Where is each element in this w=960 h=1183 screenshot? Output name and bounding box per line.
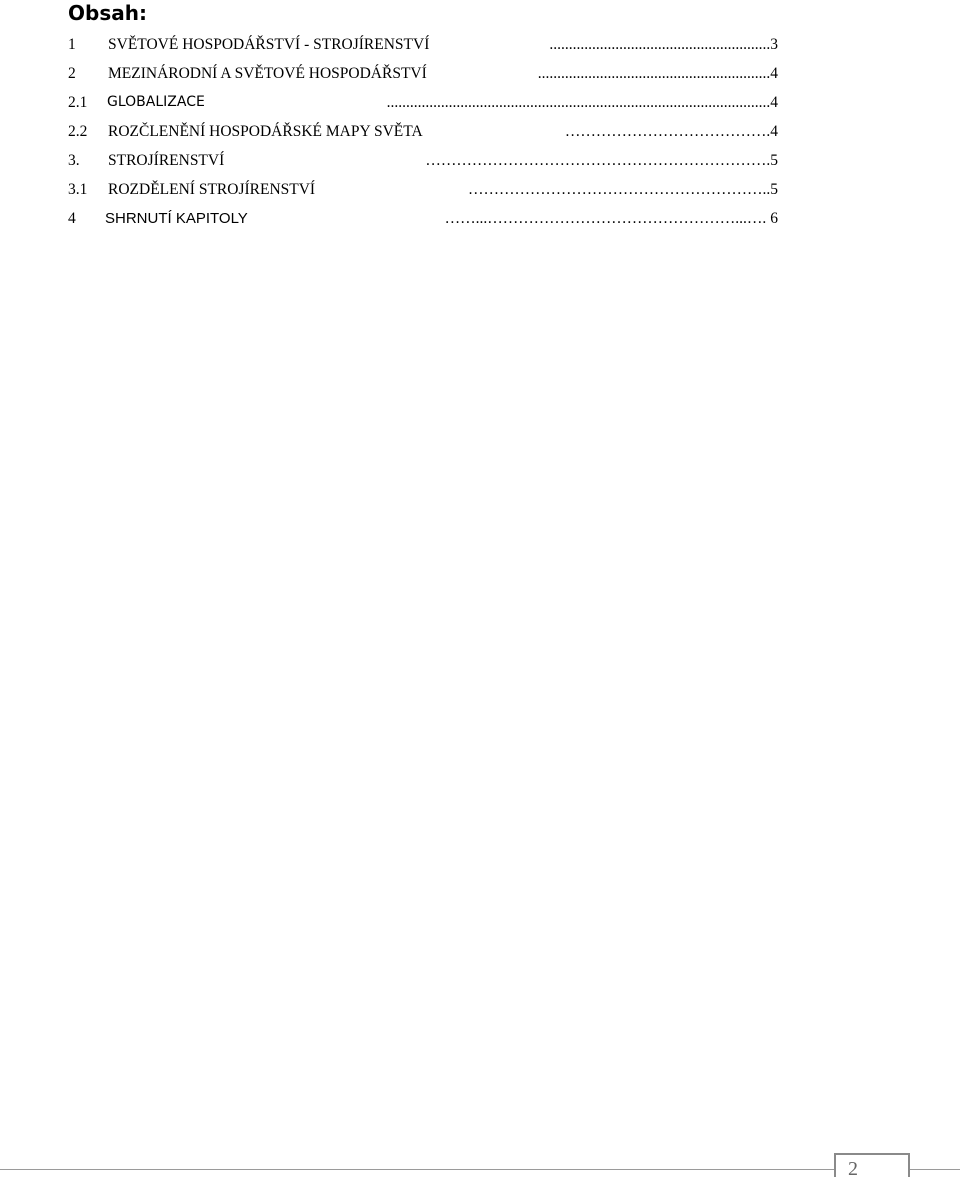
toc-entry-2-2[interactable]: [68, 117, 778, 146]
toc-entry-leader-page: [260, 204, 778, 233]
toc-entry-page: 4: [770, 94, 778, 111]
toc-entry-number: 2.2: [68, 123, 88, 140]
toc-entry-title: MEZINÁRODNÍ A SVĚTOVÉ HOSPODÁŘSTVÍ: [108, 65, 427, 82]
toc-entry-number: 4: [68, 210, 76, 227]
toc-entry-number: 3.1: [68, 181, 88, 198]
toc-entry-leader-page: [210, 88, 778, 117]
footer-rule: [0, 1169, 960, 1170]
toc-entry-number: 3.: [68, 152, 80, 169]
toc-entry-title: SVĚTOVÉ HOSPODÁŘSTVÍ - STROJÍRENSTVÍ: [108, 36, 430, 53]
toc-entry-title: GLOBALIZACE: [107, 94, 205, 110]
toc-entry-leader: .........................................................: [549, 36, 771, 53]
toc-entry-page: 6: [770, 210, 778, 227]
toc-entry-leader-page: [538, 59, 778, 88]
toc-entry-3-1[interactable]: [68, 175, 778, 204]
toc-entry-3[interactable]: [68, 146, 778, 175]
toc-entry-leader: ……...…………………………………………...….: [444, 210, 767, 227]
toc-list: [68, 30, 778, 233]
toc-entry-page: 5: [770, 152, 778, 169]
toc-entry-leader: ………………………………….: [564, 123, 771, 140]
toc-entry-number: 1: [68, 36, 76, 53]
toc-entry-page: 5: [770, 181, 778, 198]
page-number: 2: [848, 1158, 858, 1180]
toc-entry-title: SHRNUTÍ KAPITOLY: [105, 210, 248, 227]
toc-entry-title: ROZČLENĚNÍ HOSPODÁŘSKÉ MAPY SVĚTA: [108, 123, 423, 140]
toc-entry-leader: ………………………………………………………….: [425, 152, 771, 169]
toc-entry-page: 4: [770, 65, 778, 82]
toc-entry-title: STROJÍRENSTVÍ: [108, 152, 225, 169]
toc-entry-title: ROZDĚLENÍ STROJÍRENSTVÍ: [108, 181, 316, 198]
toc-entry-page: 4: [770, 123, 778, 140]
toc-entry-leader: ...................................................................................................: [386, 94, 771, 111]
toc-entry-4[interactable]: [68, 204, 778, 233]
toc-entry-1[interactable]: [68, 30, 778, 59]
toc-title: Obsah:: [68, 1, 147, 25]
toc-entry-2[interactable]: [68, 59, 778, 88]
toc-entry-2-1[interactable]: [68, 88, 778, 117]
toc-entry-leader: ............................................................: [537, 65, 771, 82]
toc-entry-leader-page: [232, 146, 778, 175]
toc-entry-page: 3: [770, 36, 778, 53]
page-number-box: [834, 1153, 910, 1180]
toc-entry-leader: …………………………………………………..: [468, 181, 771, 198]
toc-entry-leader-page: [549, 30, 778, 59]
toc-entry-leader-page: [326, 175, 778, 204]
toc-entry-number: 2.1: [68, 94, 88, 111]
toc-entry-leader-page: [440, 117, 778, 146]
toc-entry-number: 2: [68, 65, 76, 82]
